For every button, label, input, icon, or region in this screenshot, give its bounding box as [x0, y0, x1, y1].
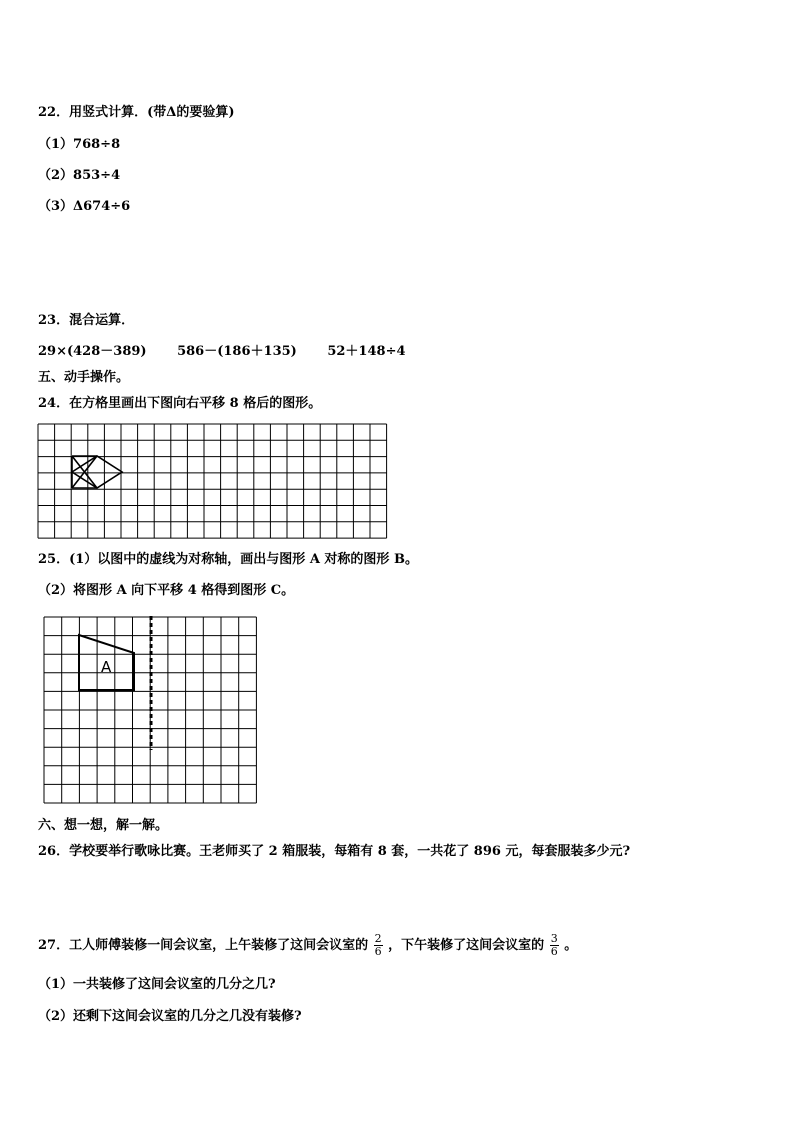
q27-sub-2: （2）还剩下这间会议室的几分之几没有装修?: [38, 1009, 302, 1024]
q27-fraction-2: [550, 933, 559, 958]
q25-grid: [43, 616, 258, 806]
shape-a-label: A: [101, 658, 112, 676]
q22-title: 22．用竖式计算．(带Δ的要验算): [38, 105, 235, 120]
q24-shape: [72, 456, 122, 488]
q24-title: 24．在方格里画出下图向右平移 8 格后的图形。: [38, 396, 322, 411]
q27-fraction-2-numerator: 3: [550, 932, 558, 945]
q23-expr-1: 29×(428－389): [38, 344, 147, 359]
q26-title: 26．学校要举行歌咏比赛。王老师买了 2 箱服装，每箱有 8 套，一共花了 896 元，每套服装多少元?: [38, 844, 631, 859]
q27-text-b: ，下午装修了这间会议室的: [388, 938, 545, 953]
q23-expressions: [38, 343, 406, 361]
q27-text-c: 。: [564, 938, 578, 953]
q27-fraction-1-numerator: 2: [374, 932, 382, 945]
q24-grid: [37, 423, 388, 539]
q27-fraction-2-denominator: 6: [550, 945, 558, 958]
q23-title: 23．混合运算．: [38, 313, 135, 328]
q27-fraction-1-denominator: 6: [374, 945, 382, 958]
q23-expr-3: 52＋148÷4: [327, 344, 406, 359]
q27-text-a: 27．工人师傅装修一间会议室，上午装修了这间会议室的: [38, 938, 369, 953]
q25-part-2: （2）将图形 A 向下平移 4 格得到图形 C。: [38, 583, 295, 598]
q27-sub-1: （1）一共装修了这间会议室的几分之几?: [38, 977, 276, 992]
section-6-heading: 六、想一想，解一解。: [38, 818, 169, 833]
q27-fraction-1: [374, 933, 383, 958]
q25-part-1: 25．(1）以图中的虚线为对称轴，画出与图形 A 对称的图形 B。: [38, 552, 418, 567]
q27-title: [38, 933, 577, 958]
section-5-heading: 五、动手操作。: [38, 370, 130, 385]
q22-item-3: （3）Δ674÷6: [38, 199, 131, 214]
q22-item-1: （1）768÷8: [38, 137, 121, 152]
q22-item-2: （2）853÷4: [38, 168, 121, 183]
q23-expr-2: 586－(186＋135): [177, 344, 297, 359]
